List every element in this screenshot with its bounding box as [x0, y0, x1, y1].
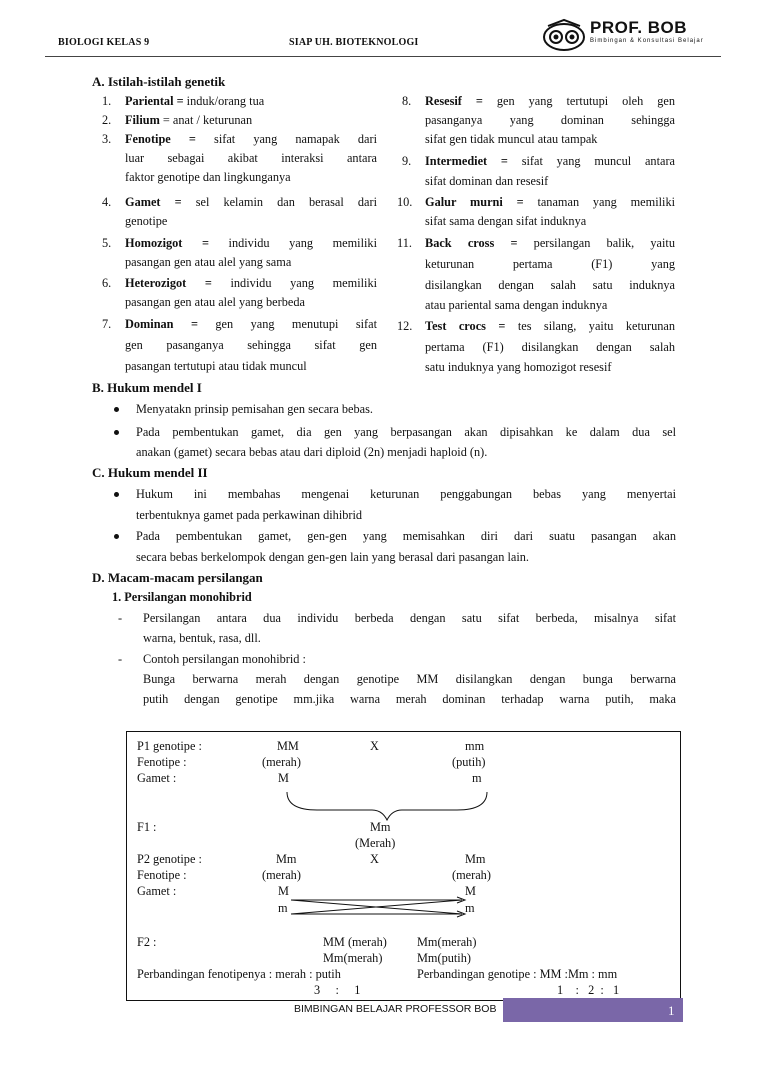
list-item-line: pasanganya yang dominan sehingga: [425, 113, 675, 127]
bullet-icon: [114, 430, 119, 435]
list-item: Filium = anat / keturunan: [125, 113, 253, 127]
p2-gamete-b2: m: [465, 901, 475, 915]
p2-genotype-label: P2 genotipe :: [137, 852, 202, 866]
section-d-paragraph-line: putih dengan genotipe mm.jika warna merah dominan terhadap warna putih, maka: [143, 692, 676, 706]
list-item-line: keturunan pertama (F1) yang: [425, 257, 675, 271]
page-number: 1: [668, 1003, 675, 1018]
p2-gamete-b1: M: [465, 884, 476, 898]
list-item: 3.: [102, 132, 112, 146]
footer-text: BIMBINGAN BELAJAR PROFESSOR BOB: [294, 1003, 497, 1015]
list-item-line: sifat sama dengan sifat induknya: [425, 214, 587, 228]
p2-gamete-label: Gamet :: [137, 884, 177, 898]
gamete-cross-lines: [287, 896, 477, 918]
list-item: Dominan = gen yang menutupi sifat: [125, 317, 377, 331]
section-c-bullet-1-line: terbentuknya gamet pada perkawinan dihibrid: [136, 508, 363, 522]
f2-result: Mm(merah): [417, 935, 477, 949]
f1-genotype: Mm: [370, 820, 391, 834]
p2-gamete-a1: M: [278, 884, 289, 898]
section-d-subtitle: 1. Persilangan monohibrid: [112, 590, 252, 604]
header-topic: SIAP UH. BIOTEKNOLOGI: [289, 37, 419, 48]
list-item-line: pertama (F1) disilangkan dengan salah: [425, 340, 675, 354]
f1-label: F1 :: [137, 820, 157, 834]
genotype-ratio-value: 1 : 2 : 1: [557, 983, 620, 997]
list-item: 1.: [102, 94, 112, 108]
list-item-line: atau pariental sama dengan induknya: [425, 298, 608, 312]
list-item: 9.: [402, 154, 412, 168]
list-item-line: sifat dominan dan resesif: [425, 174, 549, 188]
list-item: 8.: [402, 94, 412, 108]
list-item-line: sifat gen tidak muncul atau tampak: [425, 132, 598, 146]
list-item-line: luar sebagai akibat interaksi antara: [125, 151, 377, 165]
list-item: Intermediet = sifat yang muncul antara: [425, 154, 675, 168]
logo-mascot-icon: [540, 18, 588, 52]
p1-genotype-a: MM: [277, 739, 299, 753]
list-item: Resesif = gen yang tertutupi oleh gen: [425, 94, 676, 108]
section-c-bullet-2-line: secara bebas berkelompok dengan gen-gen lain yang berasal dari pasangan lain.: [136, 550, 529, 564]
f1-phenotype: (Merah): [355, 836, 396, 850]
p1-phenotype-a: (merah): [262, 755, 301, 769]
list-item-line: satu induknya yang homozigot resesif: [425, 360, 612, 374]
cross-symbol: X: [370, 852, 379, 866]
f2-result: Mm(merah): [323, 951, 383, 965]
section-b-bullet-1: Menyatakn prinsip pemisahan gen secara bebas.: [136, 402, 373, 416]
brace-connector: [277, 790, 497, 822]
list-item: 11.: [397, 236, 412, 250]
phenotype-ratio-value: 3 : 1: [314, 983, 361, 997]
list-item: Heterozigot = individu yang memiliki: [125, 276, 378, 290]
p2-phenotype-b: (merah): [452, 868, 491, 882]
bullet-icon: [114, 407, 119, 412]
logo: [540, 18, 730, 52]
p1-gamete-label: Gamet :: [137, 771, 177, 785]
list-item: Pariental = induk/orang tua: [125, 94, 265, 108]
section-b-bullet-2-line: anakan (gamet) secara bebas atau dari diploid (2n) menjadi haploid (n).: [136, 445, 488, 459]
section-d-paragraph-line: Bunga berwarna merah dengan genotipe MM disilangkan dengan bunga berwarna: [143, 672, 676, 686]
p2-phenotype-a: (merah): [262, 868, 301, 882]
dash-icon: -: [118, 611, 123, 625]
section-d-title: D. Macam-macam persilangan: [92, 570, 263, 585]
section-a-title: A. Istilah-istilah genetik: [92, 74, 226, 89]
header-divider: [45, 56, 721, 57]
logo-title: PROF. BOB: [590, 18, 688, 37]
cross-symbol: X: [370, 739, 379, 753]
f2-result: MM (merah): [323, 935, 387, 949]
list-item: Back cross = persilangan balik, yaitu: [425, 236, 675, 250]
list-item: 10.: [397, 195, 413, 209]
p1-phenotype-label: Fenotipe :: [137, 755, 187, 769]
cross-diagram-box: [126, 731, 681, 1001]
list-item: 6.: [102, 276, 112, 290]
list-item: Gamet = sel kelamin dan berasal dari: [125, 195, 378, 209]
list-item-line: faktor genotipe dan lingkunganya: [125, 170, 291, 184]
section-d-point-1-line: warna, bentuk, rasa, dll.: [143, 631, 261, 645]
genotype-ratio-label: Perbandingan genotipe : MM :Mm : mm: [417, 967, 618, 981]
bullet-icon: [114, 534, 119, 539]
p2-phenotype-label: Fenotipe :: [137, 868, 187, 882]
footer-bar: [503, 998, 683, 1022]
p1-genotype-label: P1 genotipe :: [137, 739, 202, 753]
section-c-bullet-2: Pada pembentukan gamet, gen-gen yang memisahkan diri dari suatu pasangan akan: [136, 529, 676, 543]
section-d-point-1: Persilangan antara dua individu berbeda dengan satu sifat berbeda, misalnya sifat: [143, 611, 676, 625]
list-item-line: gen pasanganya sehingga sifat gen: [125, 338, 377, 352]
list-item: 4.: [102, 195, 112, 209]
section-d-point-2: Contoh persilangan monohibrid :: [143, 652, 306, 666]
p1-genotype-b: mm: [465, 739, 485, 753]
p1-gamete-a: M: [278, 771, 289, 785]
list-item: 2.: [102, 113, 112, 127]
list-item-line: pasangan tertutupi atau tidak muncul: [125, 359, 307, 373]
p1-gamete-b: m: [472, 771, 482, 785]
list-item: 12.: [397, 319, 413, 333]
list-item: 7.: [102, 317, 112, 331]
list-item-line: pasangan gen atau alel yang berbeda: [125, 295, 305, 309]
f2-label: F2 :: [137, 935, 157, 949]
phenotype-ratio-label: Perbandingan fenotipenya : merah : putih: [137, 967, 341, 981]
logo-subtitle: Bimbingan & Konsultasi Belajar: [590, 38, 704, 44]
list-item: Test crocs = tes silang, yaitu keturunan: [425, 319, 676, 333]
list-item: Fenotipe = sifat yang namapak dari: [125, 132, 377, 146]
p2-genotype-a: Mm: [276, 852, 297, 866]
list-item: 5.: [102, 236, 112, 250]
p2-gamete-a2: m: [278, 901, 288, 915]
header-subject: BIOLOGI KELAS 9: [58, 37, 150, 48]
dash-icon: -: [118, 652, 123, 666]
section-b-bullet-2: Pada pembentukan gamet, dia gen yang berpasangan akan dipisahkan ke dalam dua sel: [136, 425, 676, 439]
f2-result: Mm(putih): [417, 951, 471, 965]
bullet-icon: [114, 492, 119, 497]
p1-phenotype-b: (putih): [452, 755, 486, 769]
list-item: Galur murni = tanaman yang memiliki: [425, 195, 676, 209]
list-item-line: disilangkan dengan salah satu induknya: [425, 278, 675, 292]
list-item-line: genotipe: [125, 214, 168, 228]
list-item-line: pasangan gen atau alel yang sama: [125, 255, 292, 269]
section-c-title: C. Hukum mendel II: [92, 465, 208, 480]
section-c-bullet-1: Hukum ini membahas mengenai keturunan penggabungan bebas yang menyertai: [136, 487, 676, 501]
p2-genotype-b: Mm: [465, 852, 486, 866]
section-b-title: B. Hukum mendel I: [92, 380, 202, 395]
list-item: Homozigot = individu yang memiliki: [125, 236, 378, 250]
